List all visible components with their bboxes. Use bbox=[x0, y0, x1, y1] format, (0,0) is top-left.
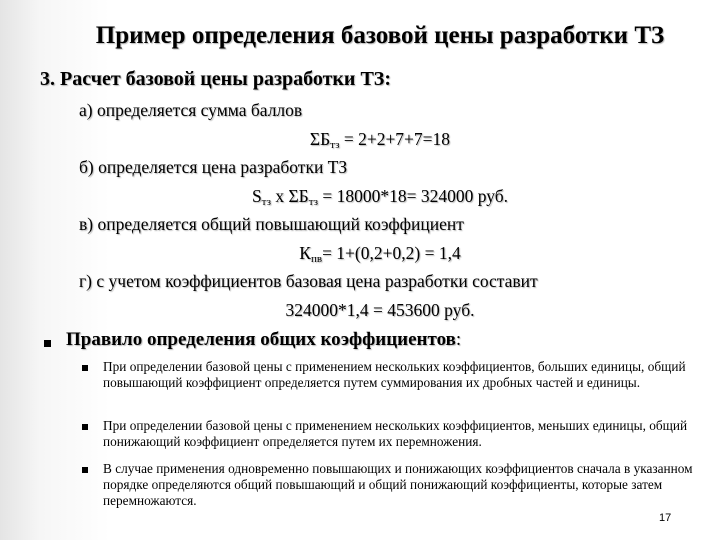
formula-c-sub: пв bbox=[310, 253, 323, 265]
formula-c-rest: = 1+(0,2+0,2) = 1,4 bbox=[322, 243, 461, 263]
formula-a-rest: = 2+2+7+7=18 bbox=[339, 129, 451, 149]
rule-heading-colon: : bbox=[455, 329, 462, 350]
bullet-square-icon bbox=[82, 424, 88, 430]
bullet-square-icon bbox=[44, 340, 51, 347]
step-c: в) определяется общий повышающий коэффициент bbox=[79, 214, 464, 234]
formula-d: 324000*1,4 = 453600 руб. bbox=[285, 300, 475, 320]
formula-a-sub: тз bbox=[330, 139, 340, 151]
rule-heading-text: Правило определения общих коэффициентов bbox=[66, 329, 456, 350]
rule-item-1: При определении базовой цены с применением нескольких коэффициентов, больших единицы, общий повышающий коэффициент определяется путем суммирования их дробных частей и единицы. bbox=[103, 359, 686, 390]
formula-b-sub1: тз bbox=[261, 196, 271, 208]
slide-title: Пример определения базовой цены разработки ТЗ bbox=[95, 22, 665, 49]
bullet-square-icon bbox=[82, 467, 88, 473]
formula-c-prefix: К bbox=[299, 243, 311, 263]
formula-b-rest: = 18000*18= 324000 руб. bbox=[318, 186, 509, 206]
step-d: г) с учетом коэффициентов базовая цена разработки составит bbox=[79, 271, 538, 291]
formula-b bbox=[0, 186, 720, 207]
formula-b-s: S bbox=[251, 186, 262, 206]
formula-a bbox=[0, 129, 720, 150]
page-number: 17 bbox=[659, 512, 672, 524]
formula-b-mid: х ΣБ bbox=[270, 186, 309, 206]
rule-item-3: В случае применения одновременно повышающих и понижающих коэффициентов сначала в указанном порядке определяются общий повышающий и общий понижающий коэффициенты, которые затем перемножаются. bbox=[103, 461, 693, 508]
step-b: б) определяется цена разработки ТЗ bbox=[79, 157, 348, 177]
formula-b-sub2: тз bbox=[308, 196, 318, 208]
section-heading: 3. Расчет базовой цены разработки ТЗ: bbox=[40, 68, 392, 90]
formula-c bbox=[0, 243, 720, 264]
bullet-square-icon bbox=[82, 365, 88, 371]
formula-a-prefix: ΣБ bbox=[309, 129, 331, 149]
rule-item-2: При определении базовой цены с применением нескольких коэффициентов, меньших единицы, общий понижающий коэффициент определяется путем их перемножения. bbox=[103, 418, 688, 449]
rule-heading bbox=[66, 329, 461, 351]
step-a: а) определяется сумма баллов bbox=[79, 100, 303, 120]
